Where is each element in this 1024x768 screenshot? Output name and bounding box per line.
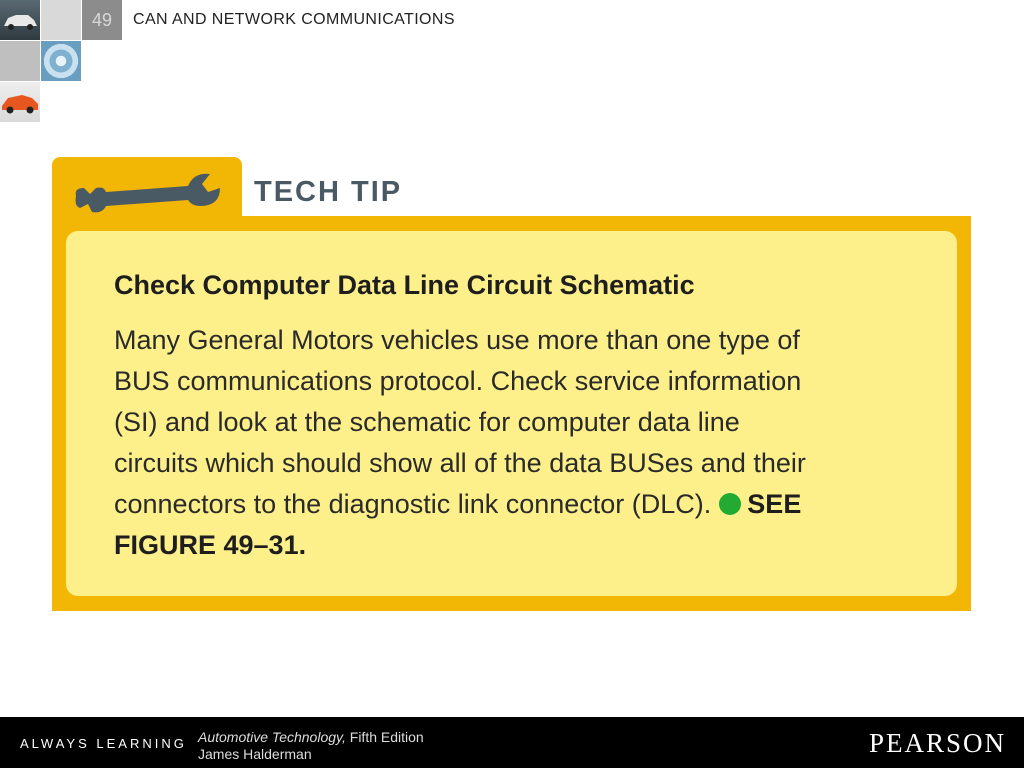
header-thumbnail — [0, 41, 40, 81]
tech-tip-body — [114, 320, 924, 566]
wrench-icon — [70, 166, 230, 218]
book-edition: Fifth Edition — [349, 729, 424, 745]
turbine-thumbnail-icon — [41, 41, 81, 81]
body-line: circuits which should show all of the data BUSes and their — [114, 448, 806, 478]
book-author: James Halderman — [198, 746, 312, 762]
footer-bar — [0, 717, 1024, 768]
see-label: SEE — [747, 489, 802, 519]
header-thumbnail — [41, 0, 81, 40]
body-line: BUS communications protocol. Check service information — [114, 366, 802, 396]
car-thumbnail-icon — [0, 0, 40, 40]
footer-tagline: ALWAYS LEARNING — [20, 736, 187, 751]
sports-car-thumbnail-icon — [0, 82, 40, 122]
book-title: Automotive Technology, — [198, 729, 346, 745]
tech-tip-label: TECH TIP — [254, 176, 403, 208]
body-line-last — [114, 484, 924, 525]
chapter-title: CAN AND NETWORK COMMUNICATIONS — [133, 11, 455, 28]
figure-reference[interactable]: FIGURE 49–31. — [114, 530, 307, 560]
publisher-logo: PEARSON — [868, 728, 1006, 758]
body-line: (SI) and look at the schematic for computer data line — [114, 407, 740, 437]
chapter-number: 49 — [82, 0, 122, 40]
tech-tip-heading: Check Computer Data Line Circuit Schematic — [114, 270, 695, 300]
body-line: connectors to the diagnostic link connector (DLC). — [114, 489, 712, 519]
green-bullet-icon — [719, 493, 741, 515]
book-citation — [198, 729, 424, 763]
body-line: Many General Motors vehicles use more than one type of — [114, 325, 800, 355]
